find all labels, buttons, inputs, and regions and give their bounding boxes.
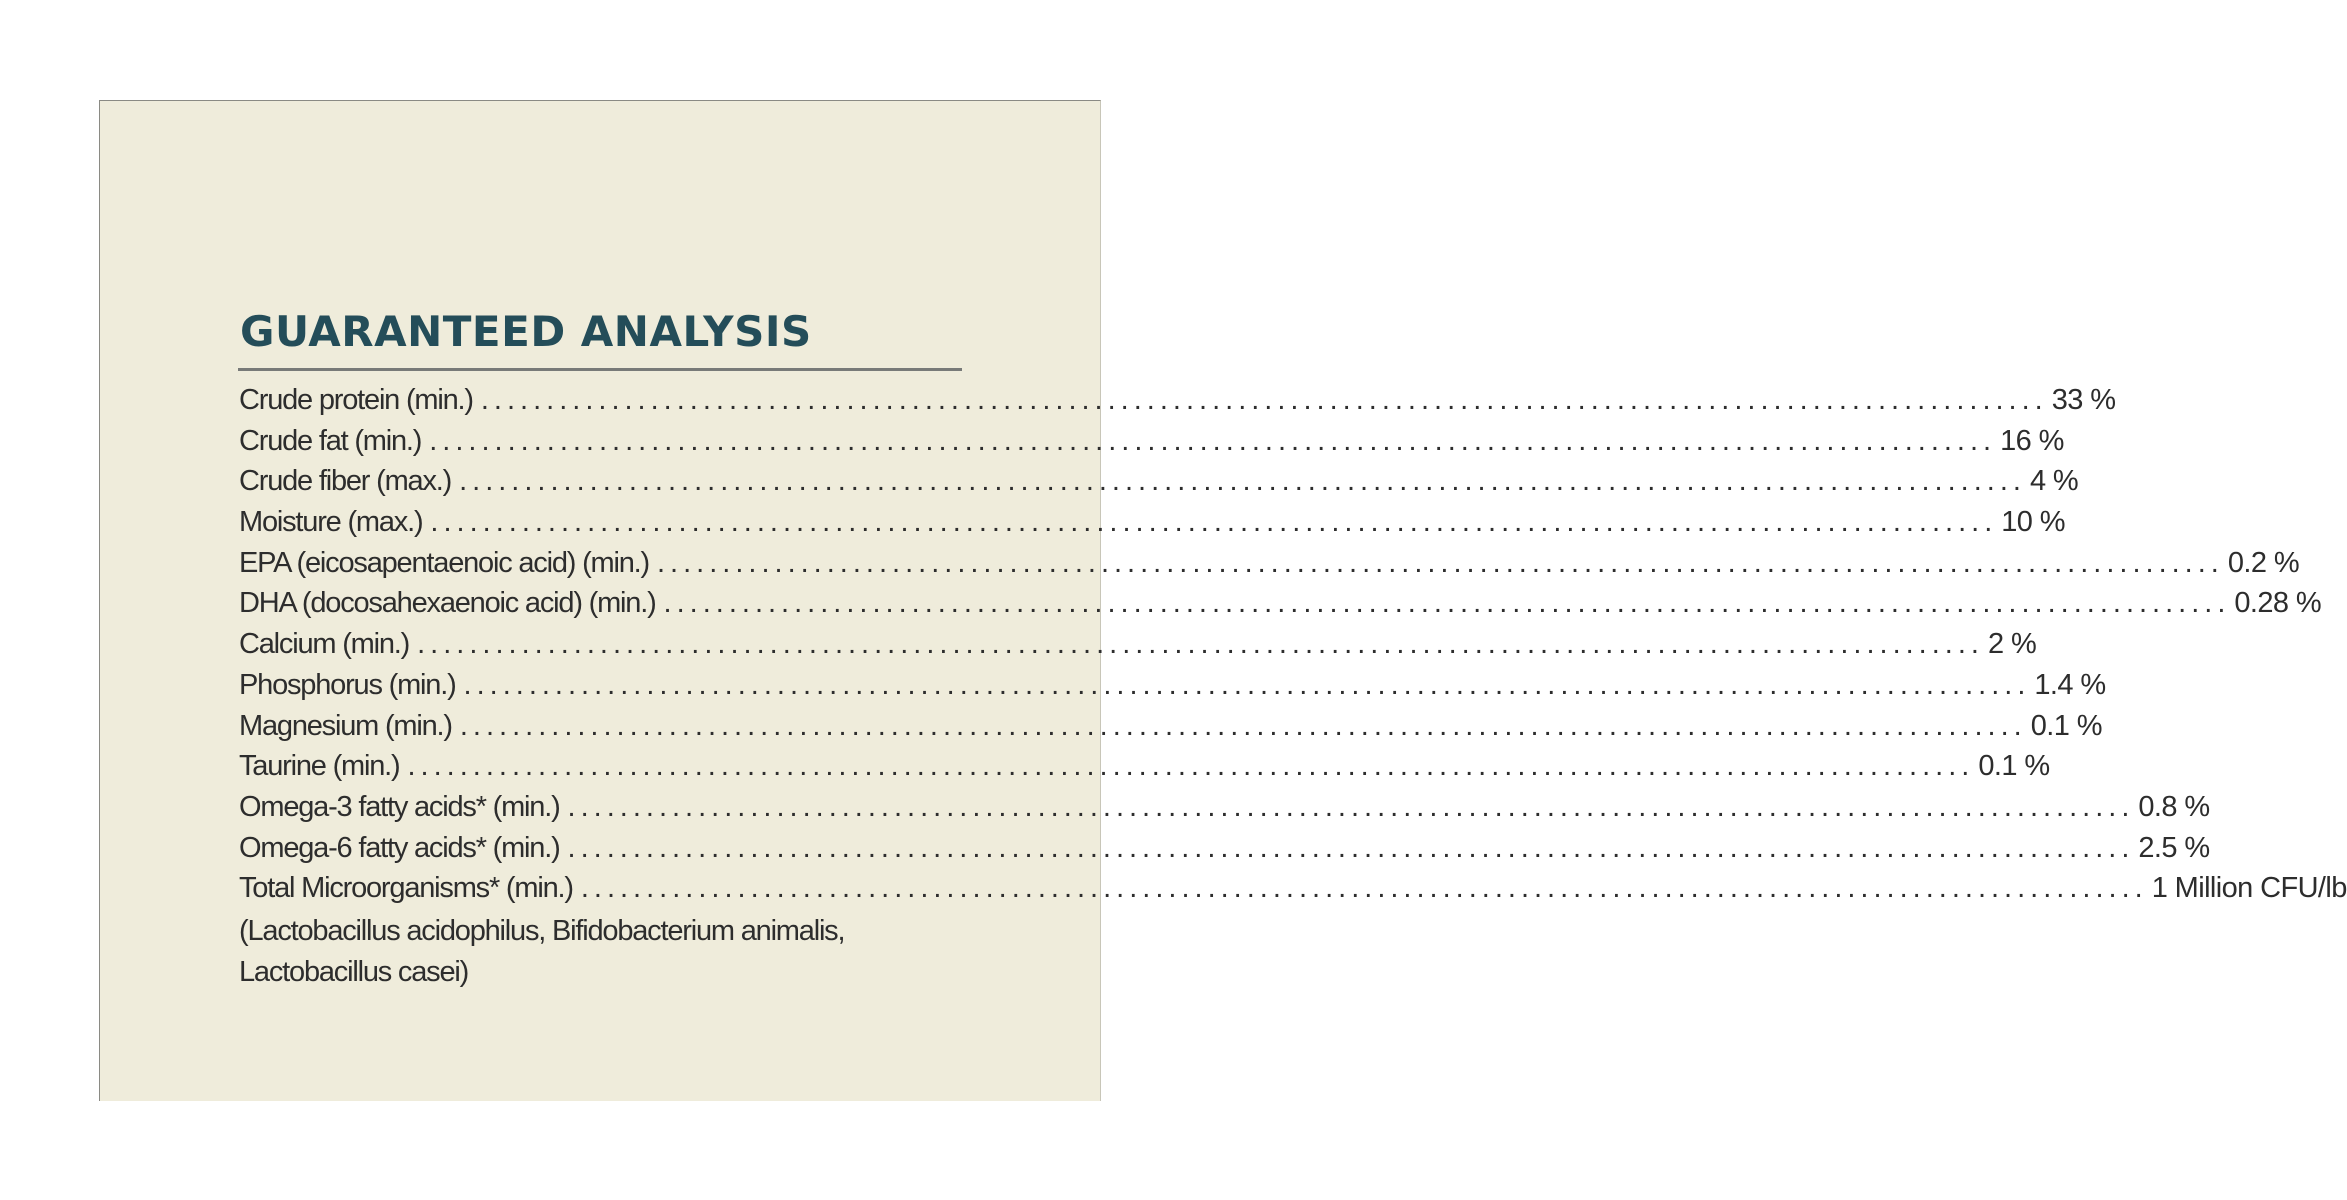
nutrient-value: 4 % <box>2029 465 2079 498</box>
nutrient-label: Omega-6 fatty acids* (min.) <box>239 831 560 864</box>
nutrient-label: Phosphorus (min.) <box>239 668 456 701</box>
analysis-row <box>239 506 2065 547</box>
nutrient-value: 2 % <box>1987 628 2037 661</box>
dot-leader: ........................................................................................................................ <box>407 750 1975 783</box>
nutrient-value: 0.28 % <box>2234 587 2322 620</box>
analysis-row <box>239 668 2106 710</box>
nutrient-value: 0.8 % <box>2138 790 2210 823</box>
page-title: GUARANTEED ANALYSIS <box>240 307 812 356</box>
note-line-2: Lactobacillus casei) <box>239 955 469 988</box>
analysis-list <box>239 384 2347 913</box>
dot-leader: ........................................................................................................................ <box>663 587 2231 620</box>
dot-leader: ........................................................................................................................ <box>580 872 2148 905</box>
nutrient-label: Taurine (min.) <box>239 750 400 783</box>
dot-leader: ........................................................................................................................ <box>459 465 2026 498</box>
nutrient-value: 0.1 % <box>2030 709 2102 742</box>
nutrient-label: Omega-3 fatty acids* (min.) <box>239 790 560 823</box>
nutrient-value: 1 Million CFU/lb <box>2151 872 2347 905</box>
analysis-row <box>239 546 2300 588</box>
analysis-row <box>239 384 2116 425</box>
nutrient-value: 2.5 % <box>2138 831 2210 864</box>
analysis-row <box>239 465 2079 506</box>
nutrient-label: Calcium (min.) <box>239 628 410 661</box>
analysis-row <box>239 790 2210 832</box>
nutrient-value: 10 % <box>2001 506 2065 539</box>
nutrient-value: 1.4 % <box>2034 668 2106 701</box>
nutrient-label: Magnesium (min.) <box>239 709 452 742</box>
dot-leader: ........................................................................................................................ <box>430 506 1998 539</box>
nutrient-value: 0.1 % <box>1978 750 2050 783</box>
title-divider <box>238 368 962 371</box>
nutrient-label: Crude fiber (max.) <box>239 465 452 498</box>
dot-leader: ........................................................................................................................ <box>480 384 2048 416</box>
nutrient-value: 33 % <box>2051 384 2116 416</box>
analysis-row <box>239 628 2037 669</box>
analysis-row <box>239 587 2322 628</box>
nutrient-label: Moisture (max.) <box>239 506 423 539</box>
nutrient-value: 0.2 % <box>2227 546 2300 579</box>
nutrient-label: DHA (docosahexaenoic acid) (min.) <box>239 587 656 620</box>
dot-leader: ........................................................................................................................ <box>567 790 2135 823</box>
analysis-row <box>239 709 2102 751</box>
nutrient-label: Crude fat (min.) <box>239 424 422 457</box>
dot-leader: ........................................................................................................................ <box>459 709 2027 742</box>
nutrient-label: EPA (eicosapentaenoic acid) (min.) <box>239 546 649 579</box>
analysis-row <box>239 750 2050 791</box>
dot-leader: ........................................................................................................................ <box>417 628 1984 661</box>
analysis-row <box>239 424 2064 466</box>
microorganism-note <box>239 911 959 992</box>
dot-leader: ........................................................................................................................ <box>429 424 1997 457</box>
dot-leader: ........................................................................................................................ <box>463 668 2031 701</box>
analysis-row <box>239 831 2210 873</box>
note-line-1: (Lactobacillus acidophilus, Bifidobacterium animalis, <box>239 915 845 947</box>
dot-leader: ........................................................................................................................ <box>657 546 2224 579</box>
nutrient-label: Total Microorganisms* (min.) <box>239 872 573 905</box>
nutrient-value: 16 % <box>2000 424 2064 457</box>
dot-leader: ........................................................................................................................ <box>567 831 2135 864</box>
nutrient-label: Crude protein (min.) <box>239 384 473 416</box>
analysis-row <box>239 872 2347 913</box>
